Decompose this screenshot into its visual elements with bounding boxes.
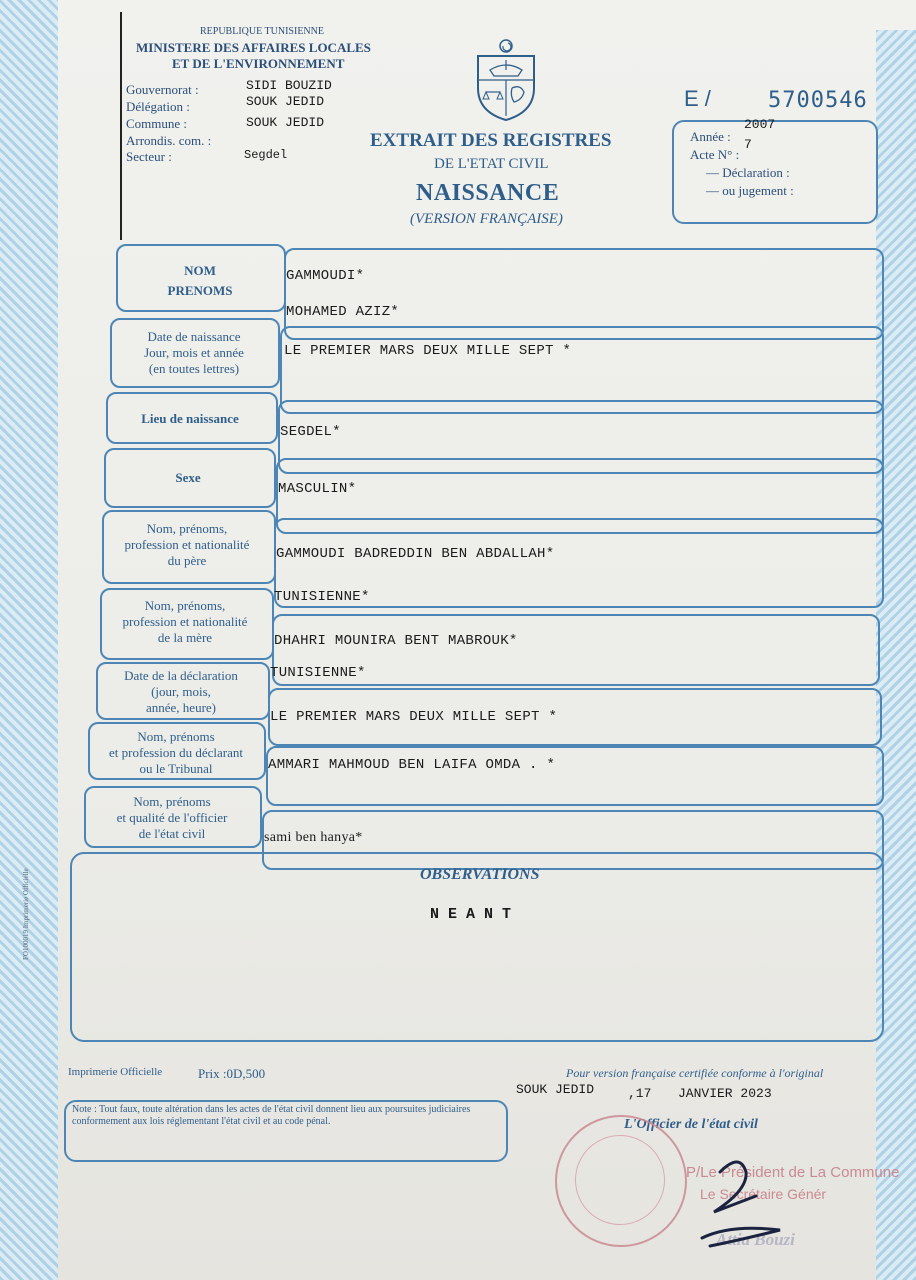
gouvernorat-label: Gouvernorat :	[126, 82, 199, 97]
annee-label: Année :	[690, 129, 731, 144]
value-pere-nationalite: TUNISIENNE*	[274, 589, 370, 605]
side-print-text: FO100019 Imprimerie Officielle	[22, 868, 30, 960]
label-mere: Nom, prénoms, profession et nationalité de la mère	[122, 598, 248, 645]
acte-value: 7	[744, 137, 752, 152]
note-text: Note : Tout faux, toute altération dans les actes de l'état civil donnent lieu aux poursuites judiciaires conformement aux lois réglementant l'état civil et au code pénal.	[72, 1104, 471, 1127]
label-lieu-naissance: Lieu de naissance	[141, 411, 239, 426]
ministere-line-1: MINISTERE DES AFFAIRES LOCALES	[136, 40, 371, 55]
secteur-value: Segdel	[244, 148, 288, 162]
ministere-line-2: ET DE L'ENVIRONNEMENT	[172, 56, 345, 71]
republique-text: REPUBLIQUE TUNISIENNE	[200, 26, 324, 37]
value-pere-nom: GAMMOUDI BADREDDIN BEN ABDALLAH*	[276, 546, 555, 562]
mois-annee-text: JANVIER 2023	[678, 1086, 772, 1101]
label-date-declaration: Date de la déclaration (jour, mois, année, heure)	[124, 668, 238, 715]
label-declarant: Nom, prénoms et profession du déclarant ou le Tribunal	[109, 729, 243, 776]
gouvernorat-value: SIDI BOUZID	[246, 78, 332, 93]
left-decorative-border	[0, 0, 58, 1280]
lieu-text: SOUK JEDID	[516, 1082, 595, 1097]
value-box-declarant	[266, 746, 884, 806]
declaration-label: — Déclaration :	[706, 165, 790, 180]
jour-text: ,17	[628, 1086, 652, 1101]
label-sexe: Sexe	[175, 470, 201, 485]
delegation-label: Délégation :	[126, 99, 190, 114]
prix-text: Prix :0D,500	[198, 1066, 266, 1081]
stamp-text-2: Le Secrétaire Génér	[700, 1186, 827, 1202]
label-nom-prenoms: NOM PRENOMS	[167, 263, 233, 298]
stamp-text-3: Attia Bouzi	[716, 1230, 795, 1249]
header-rule	[120, 12, 122, 240]
value-officier: sami ben hanya*	[264, 830, 363, 845]
signature-icon	[680, 1150, 800, 1250]
annee-value: 2007	[744, 117, 776, 132]
value-declarant: AMMARI MAHMOUD BEN LAIFA OMDA . *	[268, 757, 556, 773]
observations-title: OBSERVATIONS	[420, 866, 540, 883]
registry-prefix: E /	[684, 86, 711, 111]
officier-title: L'Officier de l'état civil	[624, 1117, 758, 1132]
right-decorative-border	[876, 30, 916, 1280]
label-officier: Nom, prénoms et qualité de l'officier de l'état civil	[116, 794, 228, 841]
observations-value: N E A N T	[430, 906, 512, 923]
title-line-1: EXTRAIT DES REGISTRES	[370, 130, 612, 151]
label-pere: Nom, prénoms, profession et nationalité du père	[124, 521, 250, 568]
value-date-declaration: LE PREMIER MARS DEUX MILLE SEPT *	[270, 709, 558, 725]
delegation-value: SOUK JEDID	[246, 94, 325, 109]
value-nom: GAMMOUDI*	[286, 268, 365, 284]
label-date-naissance: Date de naissance Jour, mois et année (en toutes lettres)	[144, 329, 244, 376]
stamp-text-1: P/Le Président de La Commune	[686, 1164, 900, 1181]
value-prenoms: MOHAMED AZIZ*	[286, 304, 400, 320]
value-lieu-naissance: SEGDEL*	[280, 424, 341, 440]
conforme-text: Pour version française certifiée conforme à l'original	[566, 1066, 824, 1080]
secteur-label: Secteur :	[126, 149, 172, 164]
acte-label: Acte N° :	[690, 147, 740, 162]
value-sexe: MASCULIN*	[278, 481, 357, 497]
value-date-naissance: LE PREMIER MARS DEUX MILLE SEPT *	[284, 343, 572, 359]
commune-value: SOUK JEDID	[246, 115, 325, 130]
official-stamp-icon	[555, 1115, 687, 1247]
arrondissement-label: Arrondis. com. :	[126, 133, 212, 148]
jugement-label: — ou jugement :	[706, 183, 794, 198]
imprimerie-text: Imprimerie Officielle	[68, 1066, 163, 1078]
value-mere-nom: DHAHRI MOUNIRA BENT MABROUK*	[274, 633, 518, 649]
commune-label: Commune :	[126, 116, 188, 131]
title-line-4: (VERSION FRANÇAISE)	[410, 211, 563, 227]
registry-number: 5700546	[768, 88, 868, 113]
coat-of-arms-icon	[470, 36, 542, 122]
value-mere-nationalite: TUNISIENNE*	[270, 665, 366, 681]
title-line-2: DE L'ETAT CIVIL	[434, 156, 549, 172]
title-line-3: NAISSANCE	[416, 180, 560, 206]
